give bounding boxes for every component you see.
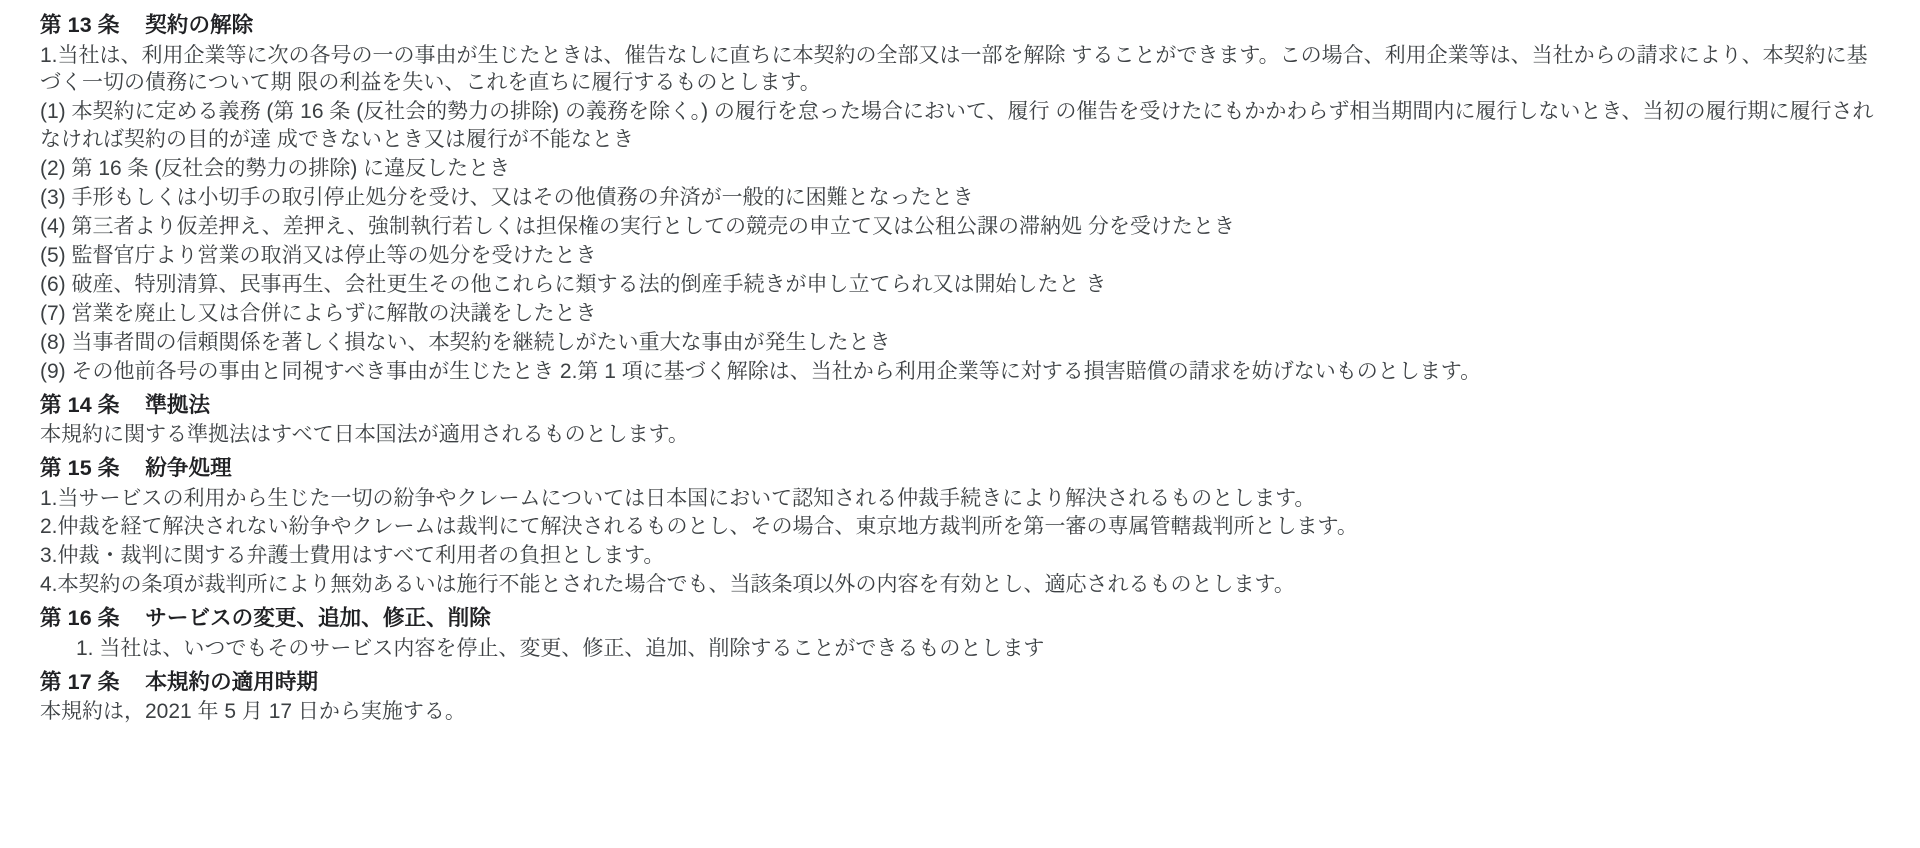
paragraph: (8) 当事者間の信頼関係を著しく損ない、本契約を継続しがたい重大な事由が発生したとき <box>40 330 891 354</box>
paragraph: (1) 本契約に定める義務 (第 16 条 (反社会的勢力の排除) の義務を除く。) の履行を怠った場合において、履行 の催告を受けたにもかかわらず相当期間内に履行しないとき、当初の履行期に履行されなければ契約の目的が達 成できないとき又は履行が不能なとき <box>40 100 1874 152</box>
heading-number: 第 17 条 <box>40 669 120 694</box>
paragraph: (2) 第 16 条 (反社会的勢力の排除) に違反したとき <box>40 157 511 181</box>
section-article-14 <box>40 392 1880 449</box>
section-article-17 <box>40 669 1880 726</box>
paragraph: 本規約は，2021 年 5 月 17 日から実施する。 <box>40 700 466 724</box>
section-article-13 <box>40 12 1880 386</box>
section-heading-17 <box>40 669 1880 697</box>
paragraph: 3.仲裁・裁判に関する弁護士費用はすべて利用者の負担とします。 <box>40 544 665 568</box>
paragraph: (7) 営業を廃止し又は合併によらずに解散の決議をしたとき <box>40 301 597 325</box>
paragraph: 1.当サービスの利用から生じた一切の紛争やクレームについては日本国において認知される仲裁手続きにより解決されるものとします。 <box>40 486 1316 510</box>
paragraph: (9) その他前各号の事由と同視すべき事由が生じたとき 2.第 1 項に基づく解除は、当社から利用企業等に対する損害賠償の請求を妨げないものとします。 <box>40 359 1482 383</box>
heading-number: 第 16 条 <box>40 606 120 631</box>
section-heading-13 <box>40 12 1880 40</box>
paragraph: 2.仲裁を経て解決されない紛争やクレームは裁判にて解決されるものとし、その場合、東京地方裁判所を第一審の専属管轄裁判所とします。 <box>40 515 1358 539</box>
section-article-16 <box>40 605 1880 662</box>
heading-number: 第 13 条 <box>40 13 120 37</box>
section-heading-16 <box>40 605 1880 633</box>
paragraph: (4) 第三者より仮差押え、差押え、強制執行若しくは担保権の実行としての競売の申立て又は公租公課の滞納処 分を受けたとき <box>40 215 1235 239</box>
heading-title: 本規約の適用時期 <box>145 669 319 694</box>
heading-title: 準拠法 <box>145 392 211 417</box>
section-heading-14 <box>40 392 1880 420</box>
heading-title: 契約の解除 <box>145 13 254 37</box>
paragraph: 1.当社は、利用企業等に次の各号の一の事由が生じたときは、催告なしに直ちに本契約の全部又は一部を解除 することができます。この場合、利用企業等は、当社からの請求により、本契約に基づく一切の債務について期 限の利益を失い、これを直ちに履行するものとします。 <box>40 43 1868 95</box>
heading-title: 紛争処理 <box>145 456 232 481</box>
paragraph: (6) 破産、特別清算、民事再生、会社更生その他これらに類する法的倒産手続きが申し立てられ又は開始したと き <box>40 272 1107 296</box>
heading-title: サービスの変更、追加、修正、削除 <box>145 606 491 631</box>
paragraph: (5) 監督官庁より営業の取消又は停止等の処分を受けたとき <box>40 243 597 267</box>
heading-number: 第 14 条 <box>40 392 120 417</box>
section-heading-15 <box>40 455 1880 483</box>
heading-number: 第 15 条 <box>40 456 120 481</box>
section-article-15 <box>40 455 1880 599</box>
paragraph: (3) 手形もしくは小切手の取引停止処分を受け、又はその他債務の弁済が一般的に困難となったとき <box>40 186 974 210</box>
paragraph: 本規約に関する準拠法はすべて日本国法が適用されるものとします。 <box>40 423 689 447</box>
paragraph: 4.本契約の条項が裁判所により無効あるいは施行不能とされた場合でも、当該条項以外の内容を有効とし、適応されるものとします。 <box>40 573 1295 597</box>
paragraph: 1. 当社は、いつでもそのサービス内容を停止、変更、修正、追加、削除することができるものとします <box>76 636 1045 660</box>
